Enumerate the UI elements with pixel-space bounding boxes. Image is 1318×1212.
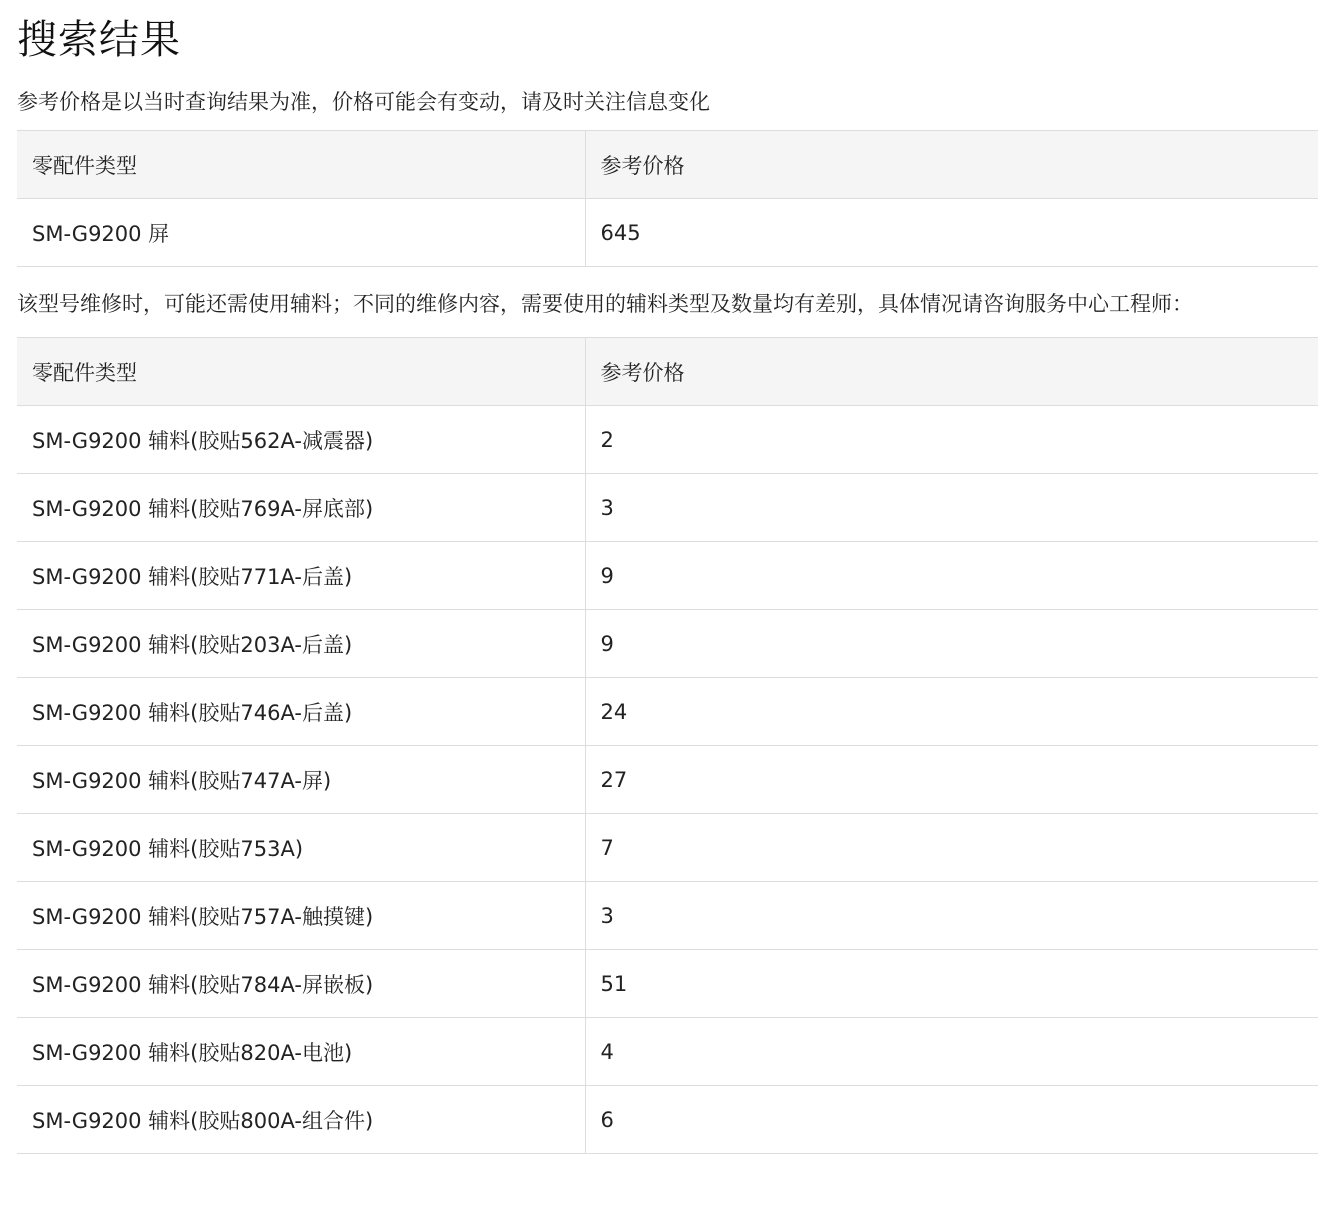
part-name-cell: SM-G9200 辅料(胶贴769A-屏底部) (17, 474, 585, 542)
part-name-cell: SM-G9200 辅料(胶贴771A-后盖) (17, 542, 585, 610)
table-header-row (17, 131, 1318, 199)
price-cell: 24 (585, 678, 1318, 746)
price-cell: 27 (585, 746, 1318, 814)
part-name-cell: SM-G9200 辅料(胶贴753A) (17, 814, 585, 882)
parts-price-table (17, 130, 1318, 267)
auxiliary-materials-note: 该型号维修时，可能还需使用辅料；不同的维修内容，需要使用的辅料类型及数量均有差别，具体情况请咨询服务中心工程师： (17, 292, 1193, 316)
page-title: 搜索结果 (17, 17, 181, 63)
price-cell: 51 (585, 950, 1318, 1018)
table-row (17, 746, 1318, 814)
table-row (17, 814, 1318, 882)
part-name-cell: SM-G9200 辅料(胶贴757A-触摸键) (17, 882, 585, 950)
price-cell: 645 (585, 199, 1318, 267)
price-cell: 4 (585, 1018, 1318, 1086)
table-row (17, 1018, 1318, 1086)
table-row (17, 882, 1318, 950)
part-name-cell: SM-G9200 辅料(胶贴820A-电池) (17, 1018, 585, 1086)
part-name-cell: SM-G9200 辅料(胶贴746A-后盖) (17, 678, 585, 746)
table-row (17, 199, 1318, 267)
header-part-type: 零配件类型 (17, 338, 585, 406)
header-part-type: 零配件类型 (17, 131, 585, 199)
price-cell: 2 (585, 406, 1318, 474)
header-reference-price: 参考价格 (585, 131, 1318, 199)
table-row (17, 1086, 1318, 1154)
table-row (17, 406, 1318, 474)
table-row (17, 474, 1318, 542)
part-name-cell: SM-G9200 辅料(胶贴784A-屏嵌板) (17, 950, 585, 1018)
part-name-cell: SM-G9200 辅料(胶贴800A-组合件) (17, 1086, 585, 1154)
part-name-cell: SM-G9200 辅料(胶贴203A-后盖) (17, 610, 585, 678)
price-cell: 3 (585, 474, 1318, 542)
price-cell: 3 (585, 882, 1318, 950)
part-name-cell: SM-G9200 屏 (17, 199, 585, 267)
price-cell: 6 (585, 1086, 1318, 1154)
part-name-cell: SM-G9200 辅料(胶贴747A-屏) (17, 746, 585, 814)
header-reference-price: 参考价格 (585, 338, 1318, 406)
table-row (17, 542, 1318, 610)
price-cell: 9 (585, 542, 1318, 610)
price-cell: 9 (585, 610, 1318, 678)
part-name-cell: SM-G9200 辅料(胶贴562A-减震器) (17, 406, 585, 474)
auxiliary-price-table (17, 337, 1318, 1154)
table-row (17, 950, 1318, 1018)
price-disclaimer: 参考价格是以当时查询结果为准，价格可能会有变动，请及时关注信息变化 (17, 90, 710, 114)
table-header-row (17, 338, 1318, 406)
price-cell: 7 (585, 814, 1318, 882)
table-row (17, 678, 1318, 746)
table-row (17, 610, 1318, 678)
